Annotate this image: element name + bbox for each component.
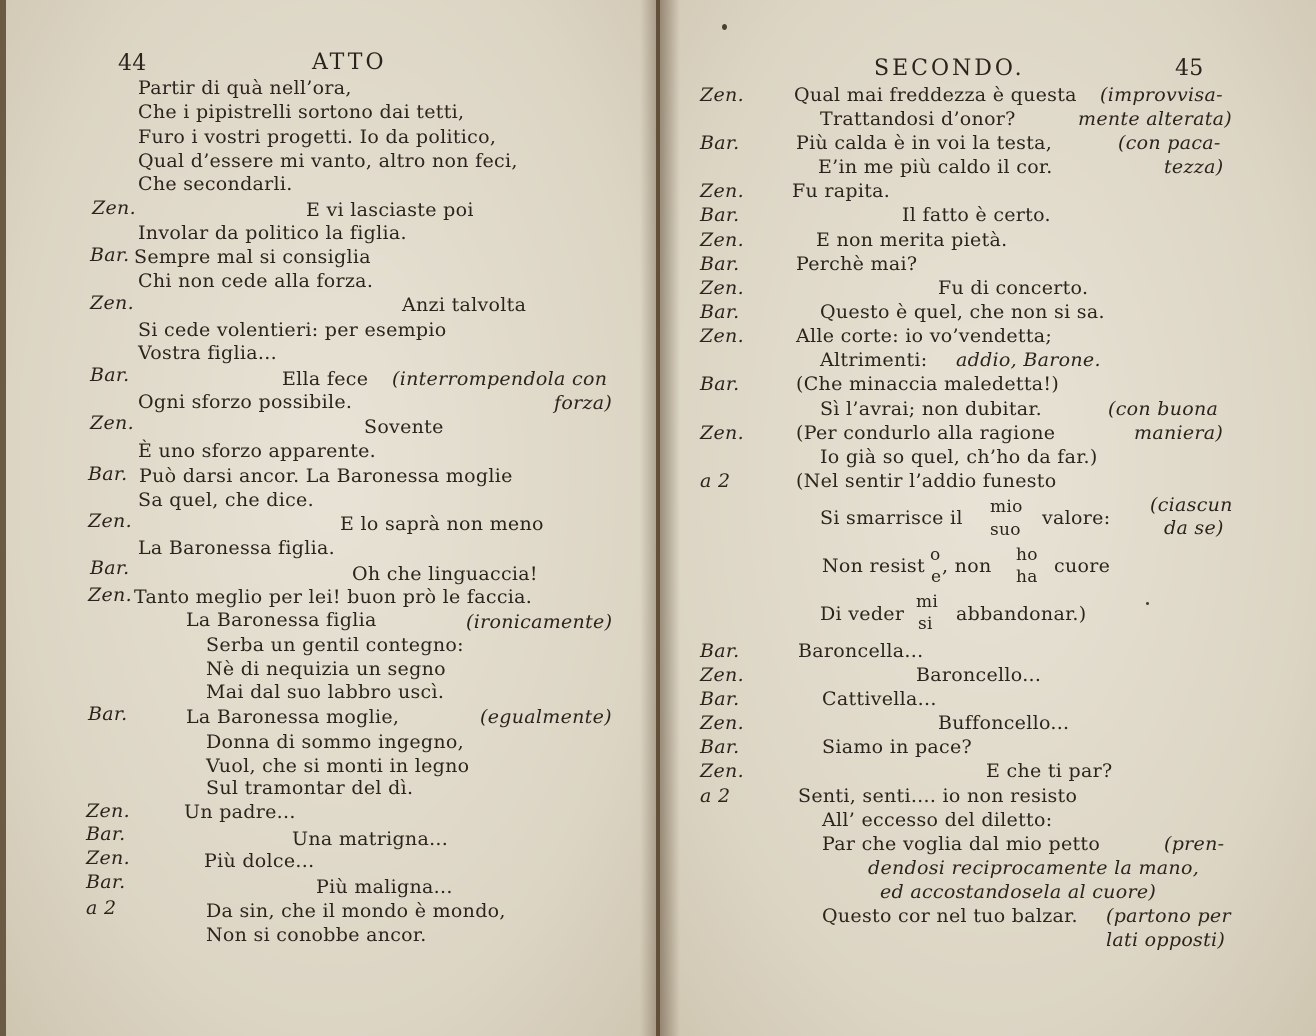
verse-line: Partir di quà nell’ora, — [138, 77, 352, 99]
speaker-label: a 2 — [86, 897, 117, 919]
speaker-label: Zen. — [92, 197, 136, 219]
page-number-right: 45 — [1175, 56, 1204, 81]
verse-line: cuore — [1054, 555, 1111, 577]
speaker-label: Zen. — [700, 712, 744, 734]
stage-direction: mente alterata) — [1078, 108, 1232, 130]
verse-line: Fu rapita. — [792, 180, 891, 202]
verse-line: Anzi talvolta — [402, 294, 527, 316]
verse-line: , non — [942, 555, 992, 577]
verse-line: Non resist — [822, 555, 925, 577]
stage-direction: (egualmente) — [480, 706, 612, 728]
verse-line: Altrimenti: — [820, 349, 928, 371]
speaker-label: Bar. — [90, 364, 130, 386]
stage-direction: (con buona — [1108, 398, 1219, 420]
stage-direction: maniera) — [1134, 422, 1224, 444]
stage-direction: forza) — [554, 392, 613, 414]
stage-direction: (ciascun — [1150, 494, 1233, 516]
stage-direction: (con paca- — [1118, 132, 1221, 154]
verse-line: Il fatto è certo. — [902, 204, 1051, 226]
verse-fraction-bottom: suo — [990, 520, 1021, 540]
stage-direction: (interrompendola con — [392, 368, 608, 390]
speaker-label: Bar. — [90, 557, 130, 579]
verse-line: Questo è quel, che non si sa. — [820, 301, 1105, 323]
verse-line: Sa quel, che dice. — [138, 489, 314, 511]
verse-line: Io già so quel, ch’ho da far.) — [820, 446, 1098, 468]
speaker-label: a 2 — [700, 785, 731, 807]
speaker-label: Bar. — [88, 703, 128, 725]
speaker-label: Bar. — [86, 823, 126, 845]
verse-line: Sempre mal si consiglia — [134, 246, 371, 268]
speaker-label: Bar. — [700, 736, 740, 758]
speaker-label: Zen. — [90, 412, 134, 434]
running-header-right: SECONDO. — [874, 56, 1025, 81]
speaker-label: Bar. — [86, 871, 126, 893]
speaker-label: Zen. — [700, 760, 744, 782]
verse-line: Senti, senti.... io non resisto — [798, 785, 1078, 807]
verse-line: Può darsi ancor. La Baronessa moglie — [139, 465, 513, 487]
verse-line: Più dolce... — [204, 850, 315, 872]
verse-line: Che secondarli. — [138, 173, 293, 195]
verse-line: Involar da politico la figlia. — [138, 222, 407, 244]
speaker-label: Bar. — [88, 463, 128, 485]
ink-speck — [1146, 602, 1149, 605]
speaker-label: Bar. — [700, 253, 740, 275]
stage-direction: lati opposti) — [1106, 929, 1226, 951]
verse-line: E non merita pietà. — [816, 229, 1008, 251]
verse-fraction-bottom: ha — [1016, 567, 1038, 587]
verse-line: Si cede volentieri: per esempio — [138, 319, 447, 341]
speaker-label: Zen. — [700, 229, 744, 251]
verse-line: Furo i vostri progetti. Io da politico, — [138, 126, 497, 148]
verse-line: Siamo in pace? — [822, 736, 973, 758]
stage-direction: addio, Barone. — [956, 349, 1101, 371]
speaker-label: Bar. — [700, 301, 740, 323]
verse-fraction-bottom: e — [931, 567, 942, 587]
verse-line: (Nel sentir l’addio funesto — [796, 470, 1057, 492]
verse-line: Baroncella... — [798, 640, 924, 662]
stage-direction: da se) — [1164, 517, 1224, 539]
verse-line: Questo cor nel tuo balzar. — [822, 905, 1078, 927]
verse-line: È uno sforzo apparente. — [138, 440, 377, 462]
verse-fraction-top: o — [930, 545, 941, 565]
verse-line: All’ eccesso del diletto: — [822, 809, 1053, 831]
verse-line: Sul tramontar del dì. — [206, 777, 414, 799]
verse-line: Ella fece — [282, 368, 369, 390]
left-page — [6, 0, 656, 1036]
verse-line: Vostra figlia... — [138, 342, 277, 364]
speaker-label: a 2 — [700, 470, 731, 492]
speaker-label: Bar. — [700, 373, 740, 395]
verse-line: Di veder — [820, 603, 905, 625]
verse-line: Buffoncello... — [938, 712, 1070, 734]
verse-fraction-bottom: si — [918, 614, 933, 634]
verse-line: Tanto meglio per lei! buon prò le faccia. — [134, 586, 533, 608]
verse-line: La Baronessa figlia — [186, 609, 377, 631]
verse-line: abbandonar.) — [956, 603, 1087, 625]
speaker-label: Zen. — [700, 277, 744, 299]
verse-line: Ogni sforzo possibile. — [138, 391, 353, 413]
running-header-left: ATTO — [312, 50, 387, 75]
speaker-label: Zen. — [700, 422, 744, 444]
speaker-label: Bar. — [700, 204, 740, 226]
page-number-left: 44 — [118, 51, 147, 76]
verse-line: Donna di sommo ingegno, — [206, 731, 464, 753]
verse-line: Chi non cede alla forza. — [138, 270, 374, 292]
verse-line: Par che voglia dal mio petto — [822, 833, 1101, 855]
verse-line: Perchè mai? — [796, 253, 918, 275]
verse-line: Serba un gentil contegno: — [206, 634, 464, 656]
verse-line: La Baronessa moglie, — [186, 706, 400, 728]
speaker-label: Zen. — [86, 847, 130, 869]
verse-line: Qual mai freddezza è questa — [794, 84, 1077, 106]
speaker-label: Bar. — [700, 132, 740, 154]
verse-line: Non si conobbe ancor. — [206, 924, 427, 946]
stage-direction: (ironicamente) — [466, 611, 613, 633]
verse-line: Un padre... — [184, 801, 296, 823]
stage-direction: ed accostandosela al cuore) — [880, 881, 1157, 903]
stage-direction: (pren- — [1164, 833, 1225, 855]
verse-line: Fu di concerto. — [938, 277, 1089, 299]
speaker-label: Zen. — [86, 800, 130, 822]
verse-fraction-top: mio — [990, 497, 1023, 517]
stage-direction: (partono per — [1106, 905, 1231, 927]
verse-line: Sovente — [364, 416, 444, 438]
verse-line: Nè di nequizia un segno — [206, 658, 446, 680]
verse-line: E’in me più caldo il cor. — [818, 156, 1053, 178]
verse-line: E che ti par? — [986, 760, 1113, 782]
verse-line: Mai dal suo labbro uscì. — [206, 681, 445, 703]
verse-line: E vi lasciaste poi — [306, 199, 474, 221]
speaker-label: Zen. — [700, 664, 744, 686]
verse-line: (Per condurlo alla ragione — [796, 422, 1056, 444]
verse-fraction-top: mi — [916, 592, 939, 612]
verse-line: La Baronessa figlia. — [138, 537, 335, 559]
verse-line: E lo saprà non meno — [340, 513, 544, 535]
stage-direction: (improvvisa- — [1100, 84, 1223, 106]
ink-speck — [722, 24, 727, 30]
speaker-label: Bar. — [700, 688, 740, 710]
speaker-label: Bar. — [700, 640, 740, 662]
verse-line: Alle corte: io vo’vendetta; — [796, 325, 1053, 347]
speaker-label: Zen. — [700, 84, 744, 106]
verse-line: Vuol, che si monti in legno — [206, 755, 470, 777]
verse-line: valore: — [1042, 507, 1111, 529]
verse-fraction-top: ho — [1016, 545, 1038, 565]
stage-direction: dendosi reciprocamente la mano, — [868, 857, 1200, 879]
verse-line: Qual d’essere mi vanto, altro non feci, — [138, 150, 518, 172]
verse-line: Una matrigna... — [292, 828, 449, 850]
verse-line: Più calda è in voi la testa, — [796, 132, 1053, 154]
verse-line: Sì l’avrai; non dubitar. — [820, 398, 1043, 420]
verse-line: Baroncello... — [916, 664, 1042, 686]
stage-direction: tezza) — [1164, 156, 1224, 178]
speaker-label: Bar. — [90, 244, 130, 266]
verse-line: (Che minaccia maledetta!) — [796, 373, 1060, 395]
speaker-label: Zen. — [700, 180, 744, 202]
speaker-label: Zen. — [90, 292, 134, 314]
verse-line: Oh che linguaccia! — [352, 563, 538, 585]
verse-line: Che i pipistrelli sortono dai tetti, — [138, 101, 465, 123]
speaker-label: Zen. — [88, 584, 132, 606]
verse-line: Si smarrisce il — [820, 507, 963, 529]
speaker-label: Zen. — [700, 325, 744, 347]
book-gutter — [640, 0, 680, 1036]
speaker-label: Zen. — [88, 510, 132, 532]
verse-line: Cattivella... — [822, 688, 937, 710]
verse-line: Da sin, che il mondo è mondo, — [206, 900, 506, 922]
right-page — [660, 0, 1316, 1036]
verse-line: Trattandosi d’onor? — [820, 108, 1016, 130]
verse-line: Più maligna... — [316, 876, 453, 898]
